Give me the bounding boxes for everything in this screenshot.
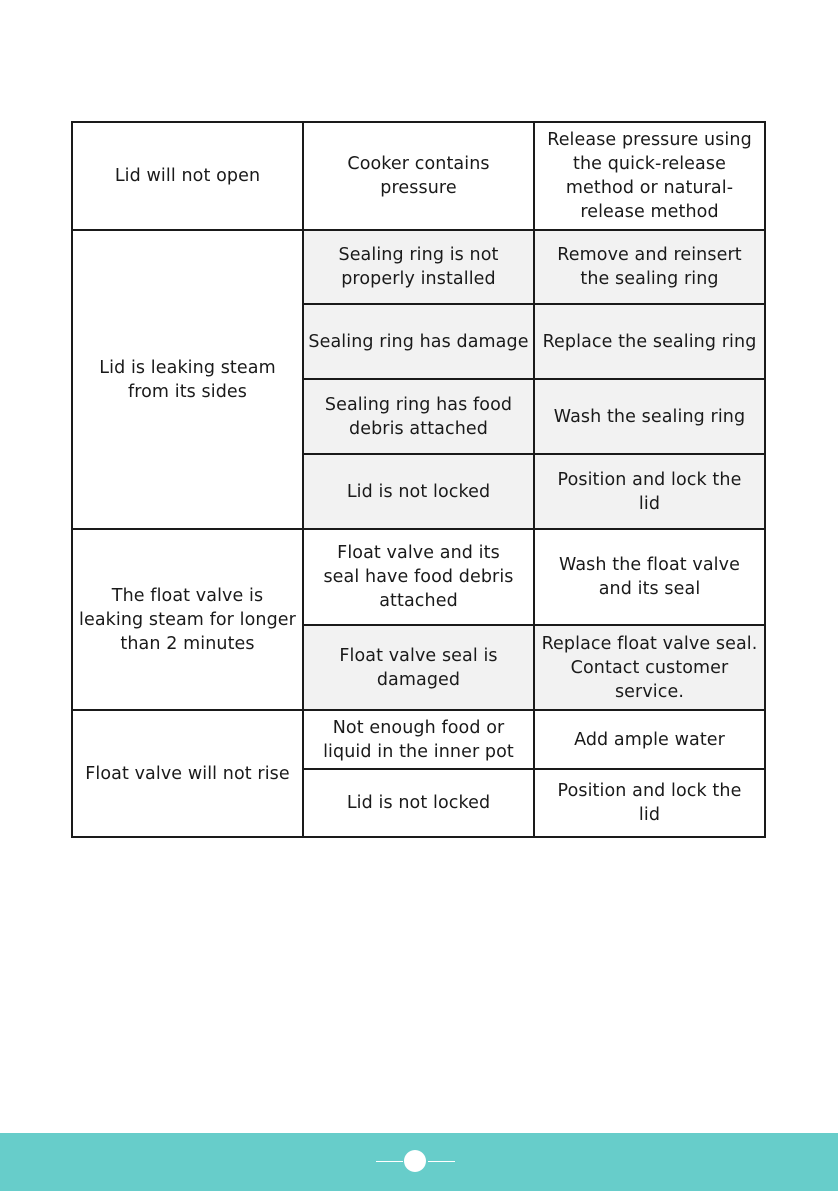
problem-cell: Float valve will not rise: [72, 710, 303, 837]
page-marker-line-left: [376, 1161, 403, 1162]
problem-cell: The float valve is leaking steam for longer than 2 minutes: [72, 529, 303, 710]
cause-cell: Sealing ring has damage: [303, 304, 534, 379]
solution-cell: Release pressure using the quick-release method or natural-release method: [534, 122, 765, 230]
table-row: [72, 529, 765, 625]
solution-cell: Wash the sealing ring: [534, 379, 765, 454]
table-row: [72, 122, 765, 230]
page-marker-line-right: [428, 1161, 455, 1162]
page-marker-circle-icon: [404, 1150, 426, 1172]
table-row: [72, 230, 765, 304]
cause-cell: Cooker contains pressure: [303, 122, 534, 230]
table-row: [72, 710, 765, 769]
troubleshooting-table: [71, 121, 766, 838]
solution-cell: Remove and reinsert the sealing ring: [534, 230, 765, 304]
solution-cell: Replace the sealing ring: [534, 304, 765, 379]
cause-cell: Lid is not locked: [303, 769, 534, 837]
solution-cell: Add ample water: [534, 710, 765, 769]
cause-cell: Not enough food or liquid in the inner pot: [303, 710, 534, 769]
cause-cell: Sealing ring has food debris attached: [303, 379, 534, 454]
solution-cell: Position and lock the lid: [534, 454, 765, 529]
cause-cell: Lid is not locked: [303, 454, 534, 529]
solution-cell: Position and lock the lid: [534, 769, 765, 837]
cause-cell: Sealing ring is not properly installed: [303, 230, 534, 304]
problem-cell: Lid will not open: [72, 122, 303, 230]
problem-cell: Lid is leaking steam from its sides: [72, 230, 303, 529]
cause-cell: Float valve seal is damaged: [303, 625, 534, 710]
solution-cell: Wash the float valve and its seal: [534, 529, 765, 625]
cause-cell: Float valve and its seal have food debris attached: [303, 529, 534, 625]
solution-cell: Replace float valve seal. Contact customer service.: [534, 625, 765, 710]
